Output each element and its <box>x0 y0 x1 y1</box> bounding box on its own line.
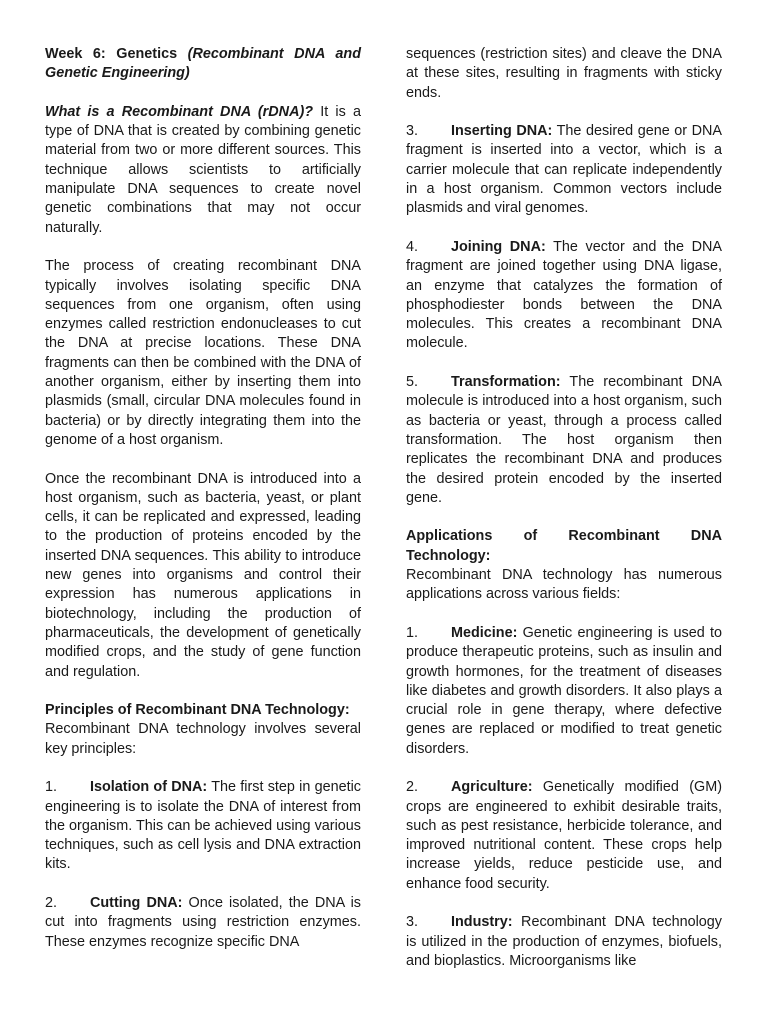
principle-item-5: 5. Transformation: The recombinant DNA molecule is introduced into a host organism, such as bacteria or yeast, through a process called transformation. The host organism then replicates the recombinant DNA and produces the desired protein encoded by the inserted gene. <box>406 374 722 506</box>
expression-paragraph: Once the recombinant DNA is introduced into a host organism, such as bacteria, yeast, or plant cells, it can be replicated and expressed, leading to the production of proteins encoded by the inserted DNA sequences. This ability to introduce new genes into organisms and control their expression has numerous applications in biotechnology, including the production of pharmaceuticals, the development of genetically modified crops, and the study of gene function and regulation. <box>45 470 361 680</box>
applications-intro: Recombinant DNA technology has numerous applications across various fields: <box>406 567 722 603</box>
principle-item-2: 2. Cutting DNA: Once isolated, the DNA is cut into fragments using restriction enzymes. These enzymes recognize specific DNA <box>45 895 361 950</box>
right-column <box>406 45 722 991</box>
principles-heading: Principles of Recombinant DNA Technology: <box>45 702 350 719</box>
principle-item-2-continued: sequences (restriction sites) and cleave the DNA at these sites, resulting in fragments with sticky ends. <box>406 46 722 101</box>
principle-item-1: 1. Isolation of DNA: The first step in genetic engineering is to isolate the DNA of interest from the organism. This can be achieved using various techniques, such as cell lysis and DNA extraction kits. <box>45 779 361 873</box>
principle-item-3: 3. Inserting DNA: The desired gene or DNA fragment is inserted into a vector, which is a carrier molecule that can replicate independently in a host organism. Common vectors include plasmids and viral genomes. <box>406 123 722 217</box>
principles-intro: Recombinant DNA technology involves several key principles: <box>45 721 361 757</box>
application-item-1: 1. Medicine: Genetic engineering is used to produce therapeutic proteins, such as insulin and growth hormones, for the treatment of diseases like diabetes and growth disorders. It also plays a crucial role in gene therapy, where defective genes are replaced or modified to treat genetic disorders. <box>406 624 722 757</box>
process-paragraph: The process of creating recombinant DNA typically involves isolating specific DNA sequences from one organism, often using enzymes called restriction endonucleases to cut the DNA at precise locations. These DNA fragments can then be combined with the DNA of another organism, either by inserting them into plasmids (small, circular DNA molecules found in bacteria) or by directly integrating them into the genome of a host organism. <box>45 258 361 448</box>
applications-heading: Applications of Recombinant DNA Technology: <box>406 528 722 564</box>
principle-item-4: 4. Joining DNA: The vector and the DNA fragment are joined together using DNA ligase, an enzyme that catalyzes the formation of phosphodiester bonds between the DNA molecules. This creates a recombinant DNA molecule. <box>406 238 722 352</box>
application-item-3: 3. Industry: Recombinant DNA technology is utilized in the production of enzymes, biofuels, and bioplastics. Microorganisms like <box>406 914 722 969</box>
document-title: Week 6: Genetics (Recombinant DNA and Genetic Engineering) <box>45 46 361 82</box>
application-item-2: 2. Agriculture: Genetically modified (GM) crops are engineered to exhibit desirable traits, such as pest resistance, herbicide tolerance, and improved nutritional content. These crops help increase yields, reduce pesticide use, and enhance food security. <box>406 779 722 892</box>
intro-question: What is a Recombinant DNA (rDNA)? <box>45 103 314 120</box>
intro-paragraph: What is a Recombinant DNA (rDNA)? It is a type of DNA that is created by combining genetic material from two or more different sources. This technique allows scientists to artificially manipulate DNA sequences to create novel genetic combinations that may not occur naturally. <box>45 103 361 236</box>
left-column <box>45 45 361 971</box>
